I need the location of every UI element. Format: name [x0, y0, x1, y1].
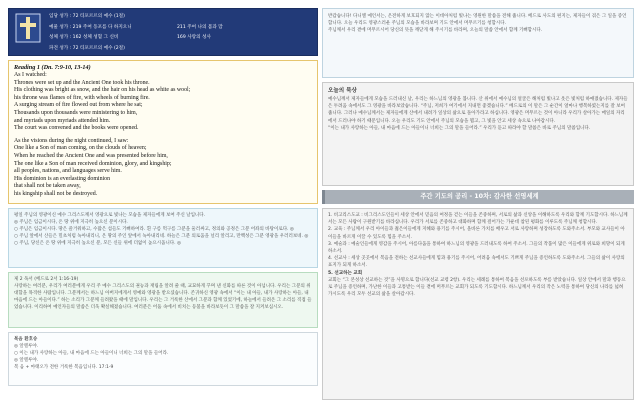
intention-item: 2. 교육 : 주님께서 우리 아이들과 젊은이들에게 지혜와 용기를 주시어, 올바른 가치를 배우고 서로 사랑하며 성장하도록 도와주소서. 부모와 교사들이 아이들을 바르게 이끌 수 있도록 힘을 주소서.: [328, 227, 625, 240]
hymn-communion: 성체 성가 : 162 성체 성혈 그 신비: [49, 35, 119, 40]
hymn-row: [49, 44, 313, 55]
reading-line: Thousands upon thousands were ministering to him,: [14, 109, 138, 116]
reading-line: One like a Son of man coming, on the clouds of heaven;: [14, 145, 147, 152]
second-reading-title: 제 2 독서 (베드로 2서 1:16-19): [14, 276, 79, 282]
hymn-row: [49, 12, 313, 23]
meditation-text: 예수님께서 제자들에게 모습을 드러내신 날, 우리는 하느님의 영광을 봅니다. 산 위에서 예수님의 얼굴은 해처럼 빛나고 옷은 빛처럼 하얘졌습니다. 제자들은 두려움 속에서도 그 영광을 바라보았습니다. “주님, 저희가 여기에서 지내면 좋겠습니다.” 베드로의 이 말은 그 순간이 얼마나 행복하였는지를 잘 보여 줍니다. 그러나 예수님께서는 제자들에게 산에서 내려가 일상의 삶으로 돌아가라고 하십니다. 영광은 머무르는 것이 아니라 우리가 살아가는 매일의 자리에서 드러나야 하기 때문입니다. 오늘 우리도 기도 안에서 주님의 모습을 뵙고, 그 빛을 안고 세상 속으로 나아갑시다.: [328, 97, 628, 124]
gospel-acclamation-box: [8, 332, 318, 386]
right-column: [322, 0, 634, 414]
acclamation-line: ◎ 알렐루야.: [14, 343, 39, 349]
reading-line: His clothing was bright as snow, and the hair on his head as white as wool;: [14, 87, 191, 94]
psalm-verse: ○ 주님, 당신은 온 땅 위에 지극히 높으신 분, 모든 신들 위에 더없이 높으시옵니다. ◎: [14, 241, 181, 247]
intention-subheading: 5. 선교하는 교회: [328, 270, 363, 276]
reading-line: As I watched:: [14, 72, 47, 78]
hymn-header: [8, 8, 318, 56]
hymn-recessional: 파견 성가 : 72 티포르르의 예수 (2절): [49, 45, 125, 51]
reading-line: The one like a Son of man received dominion, glory, and kingship;: [14, 160, 172, 167]
acclamation-title: 복음 환호송: [14, 336, 38, 342]
prayer-intentions-box: [322, 208, 634, 400]
meditation-text: “이는 내가 사랑하는 아들, 내 마음에 드는 아들이니 너희는 그의 말을 들어라.” 우리가 듣고 따라야 할 말씀은 바로 주님의 말씀입니다.: [328, 125, 591, 131]
reading-title: Reading 1 (Dn. 7:9-10, 13-14): [14, 64, 91, 71]
left-column: [8, 0, 318, 414]
intention-item: 4. 선교사 : 세상 곳곳에서 복음을 전하는 선교사들에게 힘과 용기를 주시어, 어려움 속에서도 기쁘게 주님을 증언하도록 도와주소서. 그들의 삶이 사랑의 표지가 되게 하소서.: [328, 256, 625, 269]
responsorial-psalm-box: [8, 208, 318, 268]
reading-line: As the visions during the night continued, I saw:: [14, 137, 129, 144]
intention-item: 교회는 “그 본성상 선교하는 것”을 사명으로 합니다(선교 교령 2항). 우리는 세례를 통하여 복음을 선포하도록 부름 받았습니다. 일상 안에서 말과 행동으로 주님을 증언하며, 가난한 이들과 고통받는 이들 곁에 머무르는 교회가 되도록 기도합시다. 하느님께서 우리의 작은 노력을 통하여 당신의 나라를 넓혀 가시도록 우리 모두 선교의 삶을 살아갑시다.: [328, 277, 626, 298]
acclamation-line: ○ 이는 내가 사랑하는 아들, 내 마음에 드는 아들이니 너희는 그의 말을 들어라.: [14, 350, 169, 356]
psalm-verse: ○ 주님 앞에서 산들은 밀초처럼 녹아내리니, 온 땅의 주인 앞에서 녹아내리네. 하늘은 그분 의로움을 널리 알리고, 만백성은 그분 영광을 우러러보네. ◎: [14, 234, 309, 240]
church-emblem-icon: [15, 13, 41, 43]
welcome-text: 주님께서 우리 곁에 머무르시어 당신의 뜻을 깨닫게 해 주시기를 바라며, 오늘의 말씀 안에서 함께 기뻐합시다.: [328, 28, 543, 34]
intention-item: 3. 예술과 : 예술인들에게 영감을 주시어, 아름다움을 통하여 하느님의 영광을 드러내도록 하여 주소서. 그들의 작품이 많은 이들에게 위로와 희망이 되게 하소서.: [328, 241, 625, 255]
meditation-heading: 오늘의 묵상: [328, 88, 357, 94]
intention-item: 1. 비고리스도교 : 비그리스도인들이 세상 안에서 믿음의 여정을 걷는 이들을 존중하며, 서로의 삶과 신앙을 이해하도록 우리와 함께 기도합시다. 하느님께서는 모든 사람이 구원받기를 바라십니다. 우리가 서로를 존중하고 대화하며 함께 걸어가는 가운데 참된 평화를 이루도록 주님께 청합시다.: [328, 213, 628, 226]
meditation-box: [322, 82, 634, 186]
second-reading-text: 사랑하는 여러분, 우리가 여러분에게 우리 주 예수 그리스도의 권능과 재림을 알려 줄 때, 교묘하게 꾸며 낸 신화를 따른 것이 아닙니다. 우리는 그분의 위대함을 목격한 사람입니다. 그분께서는 하느님 아버지에게서 영예와 영광을 받으셨습니다. 존귀하신 영광 속에서 “이는 내 아들, 내가 사랑하는 아들, 내 마음에 드는 아들이다.” 하는 소리가 그분께 들려왔을 때에 말입니다. 우리는 그 거룩한 산에서 그분과 함께 있었기에, 하늘에서 들려온 그 소리를 직접 들었습니다. 이리하여 예언자들의 말씀은 더욱 확실해졌습니다. 여러분은 어둠 속에서 비치는 등불을 바라보듯이 그 말씀을 잘 지켜보십시오.: [14, 283, 312, 311]
reading-line: all peoples, nations, and languages serve him.: [14, 168, 122, 175]
hymn-entrance: 입당 성가 : 72 티포르르의 예수 (1절): [49, 14, 125, 19]
hymn-offertory-alt: 211 주여 나의 몸과 맘: [177, 24, 223, 30]
reading-1-box: [8, 60, 318, 204]
hymn-row: [49, 33, 313, 44]
prayer-intention-bar: 주간 기도의 공리 - 10차: 감사한 선영세계: [322, 190, 634, 204]
psalm-response: ◎ 주님은 임금이시다, 온 땅 위에 지극히 높으신 분이시다.: [14, 219, 128, 225]
reading-line: Thrones were set up and the Ancient One took his throne.: [14, 79, 150, 86]
reading-line: A surging stream of fire flowed out from where he sat;: [14, 102, 143, 109]
hymn-row: [49, 23, 313, 34]
reading-line: his throne was flames of fire, with wheels of burning fire.: [14, 94, 150, 101]
hymn-list: [49, 12, 313, 52]
reading-line: The court was convened and the books were opened.: [14, 125, 139, 132]
gospel-reference: 복 음 + 마태오가 전한 거룩한 복음입니다. 17:1-9: [14, 365, 114, 371]
reading-line: His dominion is an everlasting dominion: [14, 175, 111, 182]
welcome-box: [322, 8, 634, 78]
acclamation-line: ◎ 알렐루야.: [14, 358, 39, 364]
reading-line: and myriads upon myriads attended him.: [14, 117, 111, 124]
welcome-text: 반갑습니다! 다니엘 예언서는, 온전하게 보호되지 않는 이데아처럼 빛나는 영원한 말씀을 전해 줍니다. 베드로 사도의 편지는, 제자들이 겪은 그 일을 증언합니다. 오늘 우리도 영광스러운 주님의 모습을 바라보며 기도 안에서 머무르기를 청합시다.: [328, 14, 627, 27]
reading-line: When he reached the Ancient One and was presented before him,: [14, 152, 168, 159]
hymn-offertory: 예물 성가 : 219 주여 동포를 다 하지오니: [49, 24, 132, 30]
reading-line: his kingship shall not be destroyed.: [14, 190, 98, 197]
second-reading-box: [8, 272, 318, 328]
parish-logo: [13, 12, 43, 44]
hymn-communion-alt: 169 사랑의 성사: [177, 35, 211, 40]
psalm-intro: 평일 주님의 영광이신 예수 그리스도께서 영광으로 빛나는 모습을 제자들에게 보여 주신 날입니다.: [14, 212, 206, 218]
psalm-verse: ○ 주님은 임금이시다. 땅은 즐거워하고, 수많은 섬들도 기뻐하여라. 흰 구름 먹구름 그분을 둘러싸고, 정의와 공정은 그분 어좌의 바탕이로다. ◎: [14, 226, 294, 232]
reading-line: that shall not be taken away,: [14, 183, 81, 190]
